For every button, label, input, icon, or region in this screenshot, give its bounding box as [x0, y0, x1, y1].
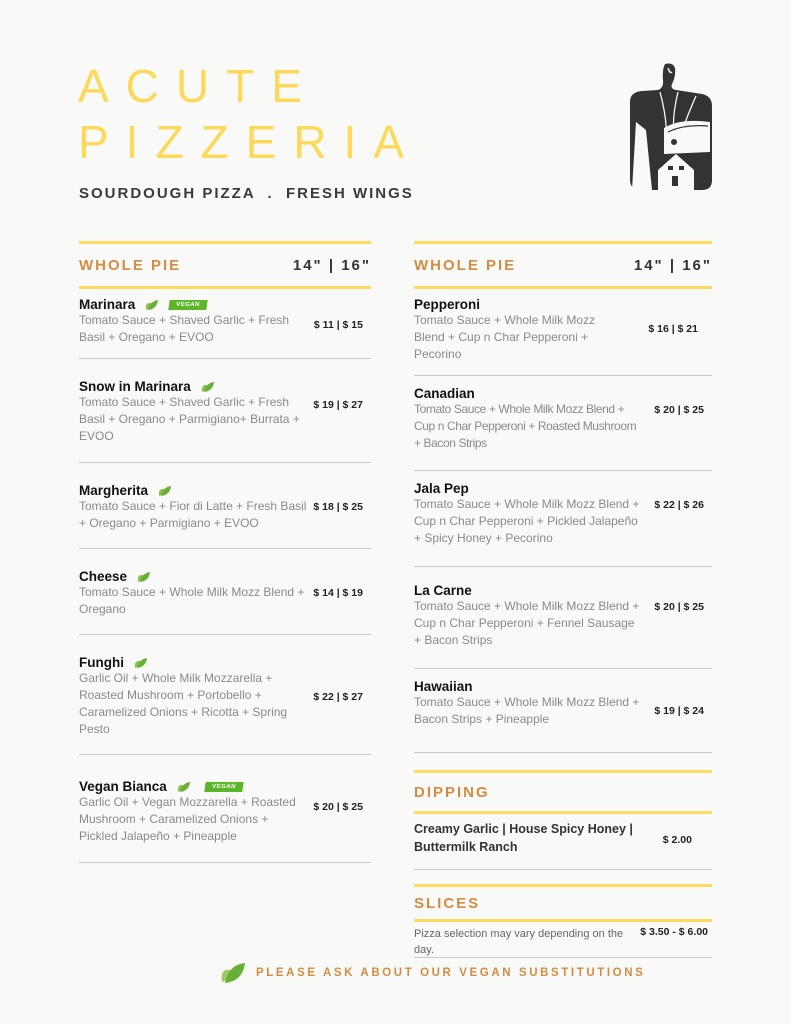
- menu-item-la-carne: [414, 567, 712, 669]
- leaf-icon: [220, 962, 246, 984]
- item-name: Cheese: [79, 569, 128, 584]
- item-description: Tomato Sauce + Shaved Garlic + Fresh Basil + Oregano + EVOO: [79, 313, 290, 344]
- item-description: Tomato Sauce + Shaved Garlic + Fresh Basil + Oregano + Parmigiano+ Burrata + EVOO: [79, 395, 300, 443]
- item-name: Margherita: [79, 483, 149, 498]
- item-price: $ 20 | $ 25: [313, 801, 363, 813]
- menu-item-jala-pep: [414, 471, 712, 567]
- dipping-item: [414, 814, 712, 870]
- pizza-peel-barn-logo-icon: [628, 62, 714, 192]
- item-price: $ 14 | $ 19: [313, 587, 363, 599]
- item-description: Tomato Sauce + Whole Milk Mozz Blend + Bacon Strips + Pineapple: [414, 695, 640, 726]
- leaf-icon: [137, 571, 151, 583]
- section-title: WHOLE PIE: [414, 256, 517, 274]
- item-name: Funghi: [79, 655, 124, 670]
- item-price: $ 20 | $ 25: [654, 404, 704, 416]
- item-description: Tomato Sauce + Whole Milk Mozz Blend + Cup n Char Pepperoni + Roasted Mushroom + Bacon Strips: [414, 402, 637, 450]
- item-description: Garlic Oil + Whole Milk Mozzarella + Roasted Mushroom + Portobello + Caramelized Onions + Ricotta + Spring Pesto: [79, 671, 288, 736]
- item-name: Hawaiian: [414, 679, 473, 694]
- leaf-icon: [134, 657, 148, 669]
- menu-item-hawaiian: [414, 669, 712, 753]
- item-price: $ 18 | $ 25: [313, 501, 363, 513]
- menu-item-marinara: [79, 289, 371, 359]
- slices-item: [414, 922, 712, 958]
- brand-title: [78, 58, 421, 170]
- item-price: $ 22 | $ 27: [313, 691, 363, 703]
- item-description: Tomato Sauce + Whole Milk Mozz Blend + Cup n Char Pepperoni + Pickled Jalapeño + Spicy Honey + Pecorino: [414, 497, 640, 545]
- item-price: $ 20 | $ 25: [654, 601, 704, 613]
- menu-item-pepperoni: [414, 289, 712, 376]
- leaf-icon: [177, 781, 191, 793]
- menu-item-vegan-bianca: [79, 755, 371, 863]
- item-price: $ 19 | $ 27: [313, 399, 363, 411]
- menu-item-snow-in-marinara: [79, 359, 371, 463]
- whole-pie-section-left: [79, 241, 371, 863]
- item-price: $ 22 | $ 26: [654, 499, 704, 511]
- item-price: $ 16 | $ 21: [648, 323, 698, 335]
- dipping-title: DIPPING: [414, 783, 490, 801]
- section-title: WHOLE PIE: [79, 256, 182, 274]
- vegan-substitutions-text: PLEASE ASK ABOUT OUR VEGAN SUBSTITUTIONS: [256, 967, 646, 979]
- brand-title-line1: ACUTE: [78, 60, 319, 112]
- dipping-sauces: Creamy Garlic | House Spicy Honey | Buttermilk Ranch: [414, 822, 633, 854]
- item-price: $ 11 | $ 15: [313, 319, 363, 331]
- item-price: $ 19 | $ 24: [654, 705, 704, 717]
- leaf-icon: [158, 485, 172, 497]
- item-description: Tomato Sauce + Whole Milk Mozz Blend + Oregano: [79, 585, 305, 616]
- menu-item-margherita: [79, 463, 371, 549]
- menu-item-cheese: [79, 549, 371, 635]
- slices-price: $ 3.50 - $ 6.00: [640, 926, 708, 938]
- item-description: Tomato Sauce + Fior di Latte + Fresh Basil + Oregano + Parmigiano + EVOO: [79, 499, 307, 530]
- item-name: Jala Pep: [414, 481, 469, 496]
- item-name: Vegan Bianca: [79, 779, 167, 794]
- slices-note: Pizza selection may vary depending on the day.: [414, 928, 624, 956]
- item-description: Tomato Sauce + Whole Milk Mozz Blend + Cup n Char Pepperoni + Fennel Sausage + Bacon Strips: [414, 599, 640, 647]
- item-name: Marinara: [79, 297, 136, 312]
- whole-pie-section-right: [414, 241, 712, 958]
- brand-title-line2: PIZZERIA: [78, 116, 422, 168]
- item-name: Canadian: [414, 386, 475, 401]
- vegan-badge: VEGAN: [169, 300, 208, 310]
- tagline: SOURDOUGH PIZZA . FRESH WINGS: [79, 185, 414, 202]
- vegan-badge: VEGAN: [204, 782, 243, 792]
- size-header: 14" | 16": [633, 256, 712, 274]
- item-name: La Carne: [414, 583, 472, 598]
- size-header: 14" | 16": [292, 256, 371, 274]
- item-description: Tomato Sauce + Whole Milk Mozz Blend + Cup n Char Pepperoni + Pecorino: [414, 313, 596, 361]
- item-name: Snow in Marinara: [79, 379, 191, 394]
- vegan-note: [220, 962, 645, 984]
- item-description: Garlic Oil + Vegan Mozzarella + Roasted Mushroom + Caramelized Onions + Pickled Jalapeño + Pineapple: [79, 795, 296, 843]
- item-name: Pepperoni: [414, 297, 481, 312]
- slices-title: SLICES: [414, 894, 481, 912]
- menu-item-funghi: [79, 635, 371, 755]
- dipping-price: $ 2.00: [662, 834, 692, 846]
- leaf-icon: [201, 381, 215, 393]
- menu-item-canadian: [414, 376, 712, 471]
- leaf-icon: [145, 299, 159, 311]
